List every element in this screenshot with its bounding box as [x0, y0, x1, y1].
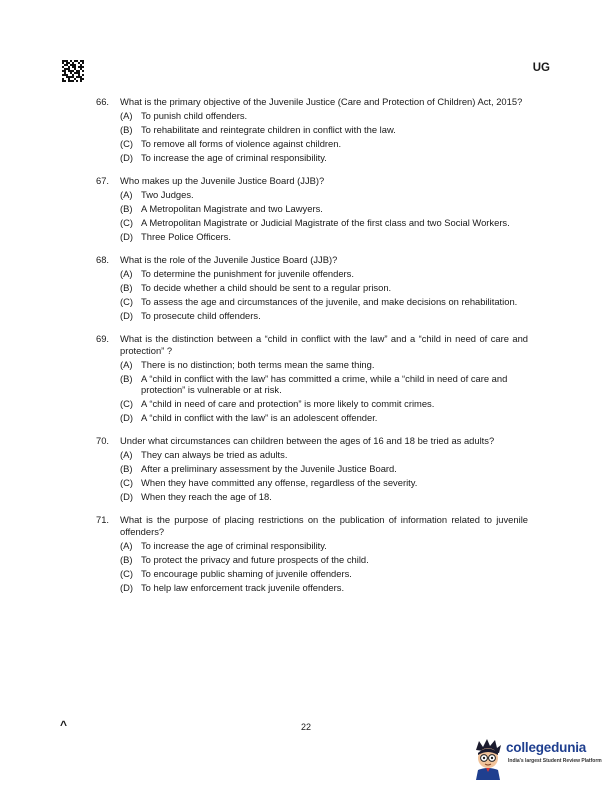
- question-stem: [96, 175, 528, 187]
- question-stem: [96, 96, 528, 108]
- option-list: [120, 110, 528, 164]
- option-list: [120, 359, 528, 424]
- option-text: To determine the punishment for juvenile offenders.: [141, 268, 354, 279]
- mascot-icon: [470, 736, 506, 780]
- option-label: (C): [120, 217, 134, 228]
- option-label: (C): [120, 398, 134, 409]
- option-item: [120, 110, 528, 122]
- option-text: When they reach the age of 18.: [141, 491, 272, 502]
- option-label: (D): [120, 491, 134, 502]
- option-item: [120, 203, 528, 215]
- option-item: [120, 477, 528, 489]
- question-text: What is the distinction between a “child in conflict with the law” and a “child in need of care and protection” ?: [120, 333, 528, 356]
- option-label: (D): [120, 581, 134, 593]
- question-text: What is the role of the Juvenile Justice Board (JJB)?: [120, 254, 338, 265]
- option-text: To assess the age and circumstances of the juvenile, and make decisions on rehabilitation.: [141, 296, 518, 307]
- option-item: [120, 582, 528, 594]
- question-item: [96, 96, 528, 164]
- question-stem: [96, 435, 528, 447]
- option-item: [120, 449, 528, 461]
- option-item: [120, 540, 528, 552]
- option-list: [120, 540, 528, 594]
- brand-tagline: India's largest Student Review Platform: [508, 758, 602, 764]
- option-text: A “child in need of care and protection” is more likely to commit crimes.: [141, 398, 435, 409]
- question-item: [96, 175, 528, 243]
- question-item: [96, 514, 528, 593]
- option-list: [120, 268, 528, 322]
- option-text: To remove all forms of violence against children.: [141, 138, 342, 149]
- option-item: [120, 124, 528, 136]
- option-label: (D): [120, 310, 134, 321]
- question-stem: [96, 514, 528, 537]
- question-list: [96, 96, 528, 605]
- paper-code: UG: [532, 62, 550, 74]
- option-text: To encourage public shaming of juvenile offenders.: [141, 567, 352, 579]
- option-text: After a preliminary assessment by the Juvenile Justice Board.: [141, 463, 397, 474]
- qr-code-icon: [62, 60, 84, 82]
- question-number: 71.: [96, 514, 110, 525]
- question-text: Who makes up the Juvenile Justice Board (JJB)?: [120, 175, 325, 186]
- option-item: [120, 554, 528, 566]
- brand-logo: [470, 736, 602, 780]
- option-label: (A): [120, 358, 133, 370]
- option-text: To increase the age of criminal responsibility.: [141, 152, 327, 163]
- option-item: [120, 189, 528, 201]
- option-label: (C): [120, 296, 134, 307]
- option-text: To prosecute child offenders.: [141, 310, 261, 321]
- option-text: Three Police Officers.: [141, 231, 231, 242]
- option-label: (B): [120, 124, 133, 135]
- question-number: 67.: [96, 175, 110, 186]
- option-label: (D): [120, 152, 134, 163]
- option-text: To increase the age of criminal responsibility.: [141, 539, 327, 551]
- option-label: (D): [120, 412, 134, 423]
- option-label: (B): [120, 463, 133, 474]
- option-item: [120, 268, 528, 280]
- option-text: To protect the privacy and future prospects of the child.: [141, 553, 369, 565]
- option-item: [120, 463, 528, 475]
- option-list: [120, 449, 528, 503]
- option-label: (A): [120, 268, 133, 279]
- option-label: (A): [120, 449, 133, 460]
- question-text: Under what circumstances can children between the ages of 16 and 18 be tried as adults?: [120, 435, 495, 446]
- option-item: [120, 412, 528, 424]
- question-text: What is the purpose of placing restrictions on the publication of information related to juvenile offenders?: [120, 514, 528, 537]
- question-number: 70.: [96, 435, 110, 446]
- question-stem: [96, 254, 528, 266]
- option-item: [120, 398, 528, 410]
- option-label: (A): [120, 110, 133, 121]
- caret-mark: ^: [60, 718, 68, 732]
- option-item: [120, 296, 528, 308]
- option-text: They can always be tried as adults.: [141, 449, 288, 460]
- option-text: To help law enforcement track juvenile offenders.: [141, 581, 345, 593]
- option-text: A “child in conflict with the law” has committed a crime, while a “child in need of care and protection” is vulnerable or at risk.: [141, 372, 508, 395]
- option-item: [120, 359, 528, 371]
- option-text: A Metropolitan Magistrate and two Lawyers.: [141, 203, 323, 214]
- option-label: (C): [120, 567, 134, 579]
- question-number: 68.: [96, 254, 110, 265]
- question-item: [96, 435, 528, 503]
- page-number: 22: [300, 722, 311, 732]
- option-list: [120, 189, 528, 243]
- option-item: [120, 282, 528, 294]
- option-item: [120, 310, 528, 322]
- option-label: (B): [120, 553, 133, 565]
- option-text: A “child in conflict with the law” is an adolescent offender.: [141, 412, 378, 423]
- question-text: What is the primary objective of the Juvenile Justice (Care and Protection of Children) Act, 2015?: [120, 96, 523, 107]
- option-label: (C): [120, 477, 134, 488]
- option-label: (B): [120, 282, 133, 293]
- option-label: (B): [120, 372, 133, 384]
- option-item: [120, 217, 528, 229]
- option-label: (B): [120, 203, 133, 214]
- option-text: To punish child offenders.: [141, 110, 248, 121]
- option-text: When they have committed any offense, regardless of the severity.: [141, 477, 418, 488]
- option-label: (A): [120, 189, 133, 200]
- option-item: [120, 231, 528, 243]
- option-text: There is no distinction; both terms mean the same thing.: [141, 358, 375, 370]
- option-item: [120, 568, 528, 580]
- option-text: To decide whether a child should be sent to a regular prison.: [141, 282, 392, 293]
- option-item: [120, 152, 528, 164]
- option-text: To rehabilitate and reintegrate children in conflict with the law.: [141, 124, 396, 135]
- option-text: Two Judges.: [141, 189, 194, 200]
- option-text: A Metropolitan Magistrate or Judicial Magistrate of the first class and two Social Workers.: [141, 217, 510, 228]
- option-item: [120, 373, 528, 396]
- option-item: [120, 491, 528, 503]
- option-label: (D): [120, 231, 134, 242]
- option-label: (C): [120, 138, 134, 149]
- brand-name: collegedunia: [506, 740, 587, 755]
- option-item: [120, 138, 528, 150]
- option-label: (A): [120, 539, 133, 551]
- question-number: 66.: [96, 96, 110, 107]
- question-item: [96, 254, 528, 322]
- question-item: [96, 333, 528, 424]
- question-stem: [96, 333, 528, 356]
- question-number: 69.: [96, 333, 110, 344]
